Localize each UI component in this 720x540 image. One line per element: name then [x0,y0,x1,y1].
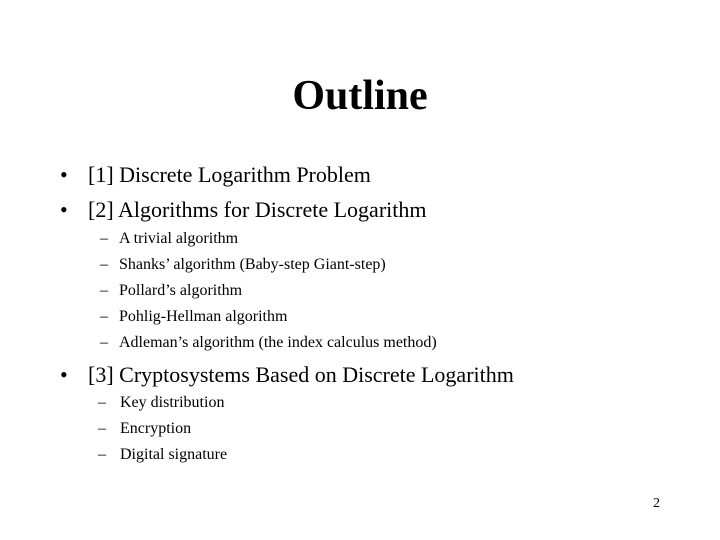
dash-icon: – [100,256,108,273]
sub-item [98,390,224,416]
sub-item [98,442,227,468]
outline-section-1 [60,160,371,190]
sub-item-label: A trivial algorithm [119,230,239,247]
bullet-icon: • [60,197,68,222]
dash-icon: – [100,282,108,299]
sub-item [100,330,437,356]
section-3-label: [3] Cryptosystems Based on Discrete Logarithm [88,362,514,387]
dash-icon: – [100,334,108,351]
sub-item-label: Shanks’ algorithm (Baby-step Giant-step) [119,256,386,273]
dash-icon: – [100,308,108,325]
dash-icon: – [98,446,106,463]
page-number: 2 [653,496,660,511]
bullet-icon: • [60,162,68,187]
sub-item-label: Encryption [120,420,192,437]
bullet-icon: • [60,362,68,387]
outline-section-3 [60,360,514,390]
sub-item [100,252,386,278]
section-2-label: [2] Algorithms for Discrete Logarithm [88,197,427,222]
sub-item-label: Adleman’s algorithm (the index calculus method) [119,334,437,351]
sub-item-label: Pohlig-Hellman algorithm [119,308,288,325]
sub-item-label: Digital signature [120,446,228,463]
slide-title: Outline [292,73,428,119]
dash-icon: – [98,420,106,437]
sub-item [98,416,191,442]
sub-item-label: Key distribution [120,394,225,411]
outline-section-2 [60,195,426,225]
dash-icon: – [100,230,108,247]
section-1-label: [1] Discrete Logarithm Problem [88,162,371,187]
sub-item [100,226,238,252]
sub-item [100,304,287,330]
sub-item-label: Pollard’s algorithm [119,282,243,299]
sub-item [100,278,242,304]
dash-icon: – [98,394,106,411]
